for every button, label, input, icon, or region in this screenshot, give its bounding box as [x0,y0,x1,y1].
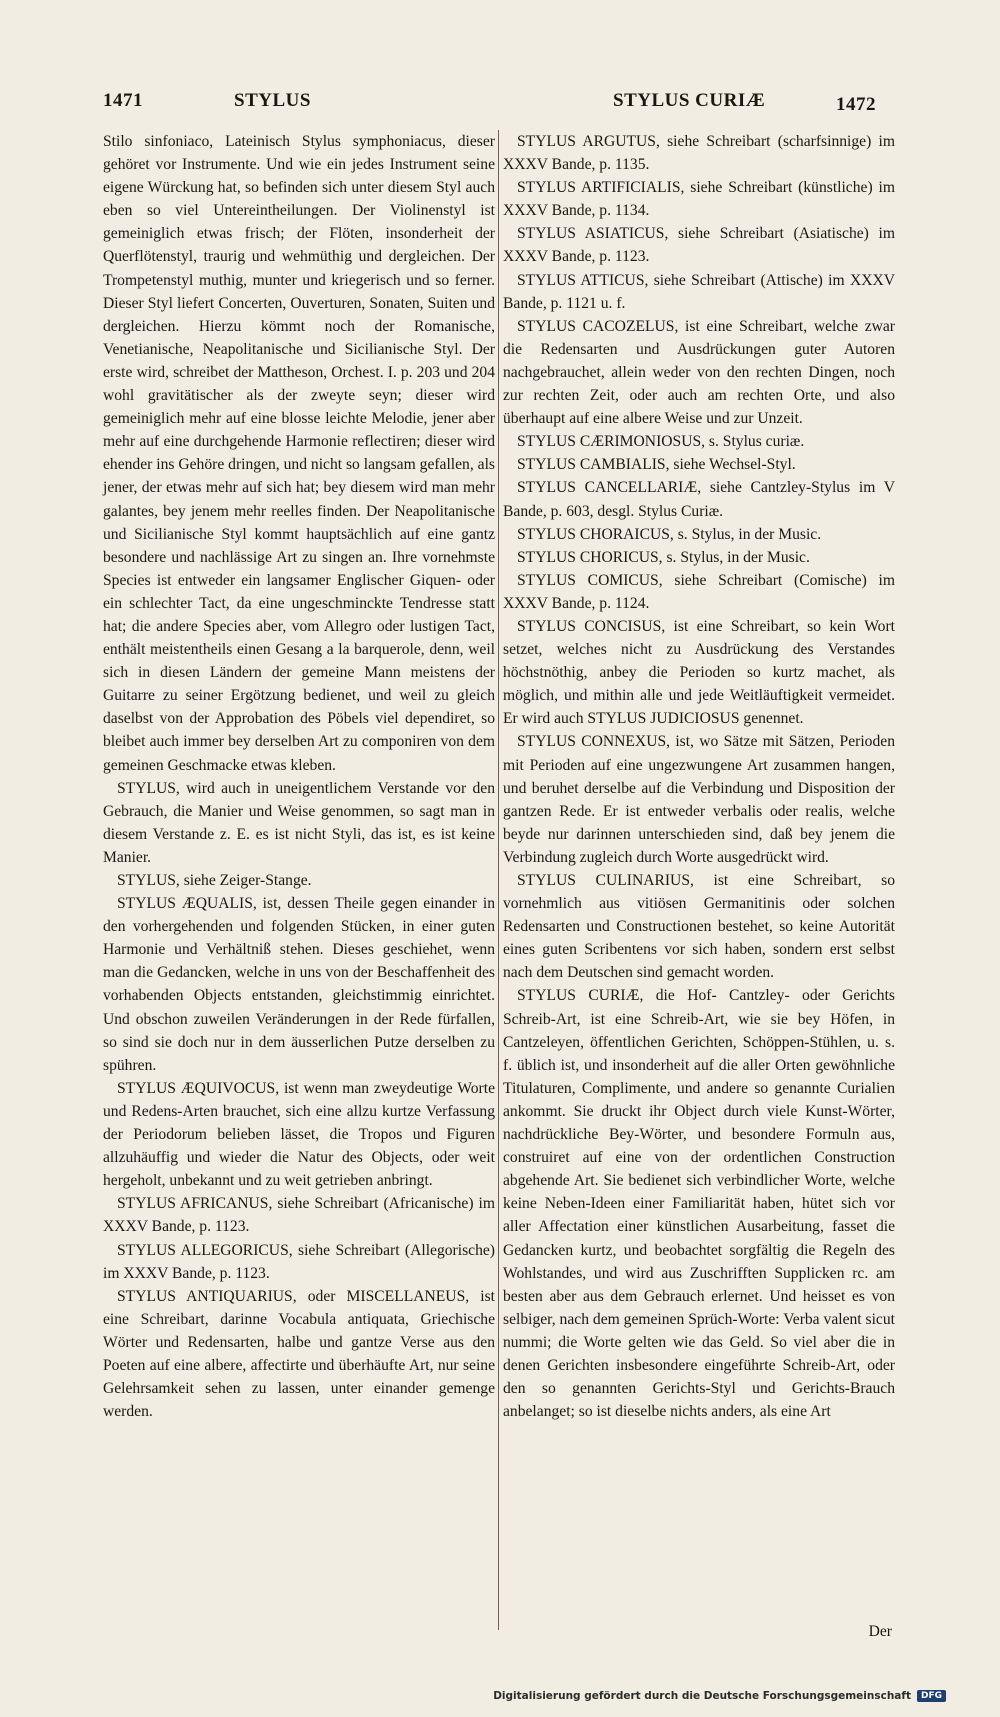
entry: STYLUS ASIATICUS, siehe Schreibart (Asiatische) im XXXV Bande, p. 1123. [503,225,895,266]
entry: STYLUS ÆQUIVOCUS, ist wenn man zweydeutige Worte und Redens-Arten brauchet, sich eine allzu kurtze Verfassung der Periodorum belieben lässet, die Tropos und Figuren allzuhäuffig und wieder die Natur des Objects, oder weit hergeholt, unbekannt und zu weit getrieben anbringt. [103,1079,495,1190]
entry: STYLUS CURIÆ, die Hof- Cantzley- oder Gerichts Schreib-Art, ist eine Schreib-Art, wie sie bey Höfen, in Cantzeleyen, öffentlichen Gerichten, Schöppen-Stühlen, u. s. f. üblich ist, und insonderheit auf die aller Orten gewöhnliche Titulaturen, Complimente, und andere so genannte Curialien ankommt. Sie druckt ihr Object durch viele Kunst-Wörter, nachdrückliche Bey-Wörter, und besondere Formuln aus, construiret auf eine von der ordentlichen Construction abgehende Art. Sie bedienet sich verbindlicher Worte, welche keine Neben-Ideen einer Familiarität haben, hütet sich vor aller Affectation einer künstlichen Ausarbeitung, fasset die Gedancken kurtz, und beobachtet sorgfältig die Regeln des Wohlstandes, und wird aus Zuschrifften Supplicken rc. am besten aber aus dem Gebrauch erlernet. Und heisset es von selbiger, nach dem gemeinen Sprüch-Worte: Verba valent sicut nummi; die Worte gelten wie das Geld. So viel aber die in denen Gerichten insbesondere eingeführte Schreib-Art, oder den so genannten Gerichts-Styl und Gerichts-Brauch anbelanget; so ist dieselbe nichts anders, als eine Art [503,987,895,1421]
entry: STYLUS CULINARIUS, ist eine Schreibart, so vornehmlich aus vitiösen Germanitinis oder solchen Redensarten und Constructionen bestehet, so keine Autorität eines guten Scribentens vor sich haben, sondern erst selbst nach dem Deutschen sind gemacht worden. [503,872,895,982]
entry: STYLUS CÆRIMONIOSUS, s. Stylus curiæ. [517,433,805,451]
right-running-title: STYLUS CURIÆ [613,90,766,111]
right-page-number: 1472 [836,94,876,115]
entry: STYLUS CHORICUS, s. Stylus, in der Music. [517,548,810,566]
left-column [103,130,495,1423]
entry: STYLUS CACOZELUS, ist eine Schreibart, welche zwar die Redensarten und Ausdrückungen guter Autoren nachgebrauchet, allein weder von den rechten Dingen, noch zur rechten Zeit, oder auch am rechten Orte, und also überhaupt auf eine albere Weise und zur Unzeit. [503,317,895,428]
entry: STYLUS ARTIFICIALIS, siehe Schreibart (künstliche) im XXXV Bande, p. 1134. [503,179,895,220]
entry: Stilo sinfoniaco, Lateinisch Stylus symphoniacus, dieser gehöret vor Instrumente. Und wie ein jedes Instrument seine eigene Würckung hat, so befinden sich unter diesem Styl auch eben so viel Untereintheilungen. Der Violinenstyl ist gemeiniglich etwas frisch; der Flöten, insonderheit der Querflötenstyl, traurig und wehmüthig und dergleichen. Der Trompetenstyl muthig, munter und kriegerisch und so ferner. Dieser Styl liefert Concerten, Ouverturen, Sonaten, Suiten und dergleichen. Hierzu kömmt noch der Romanische, Venetianische, Neapolitanische und Sicilianische Styl. Der erste wird, schreibet der Mattheson, Orchest. I. p. 203 und 204 wohl gravitätischer als der zweyte seyn; dieser wird gemeiniglich mehr auf eine blosse leichte Melodie, jener aber mehr auf eine durchgehende Harmonie reflectiren; dieser wird ehender ins Gehöre dringen, und nicht so langsam gefallen, als jener, der etwas mehr auf sich hat; bey diesem wird man mehr galantes, bey jenem mehr reelles finden. Der Neapolitanische und Sicilianische Styl kommt hauptsächlich auf eine gantz besondere und nachlässige Art zu singen an. Ihre vornehmste Species ist entweder ein langsamer Englischer Giquen- oder ein schlechter Tact, da eine ungeschminckte Tendresse statt hat; die andere Species aber, vom Allegro oder lustigen Tact, enthält meistentheils einen Gesang a la barquerole, denn, weil sich in diesen Ländern der gemeine Mann meistens der Guitarre zu seiner Ergötzung bedienet, und weil zu gleich daselbst von der Approbation des Pöbels viel dependiret, so bleibet auch immer bey derselben Art zu componiren von dem gemeinen Geschmacke etwas kleben. [103,133,495,774]
entry: STYLUS CHORAICUS, s. Stylus, in der Music. [517,525,822,543]
entry: STYLUS CONCISUS, ist eine Schreibart, so kein Wort setzet, welches nicht zu Ausdrückung des Verstandes höchstnöthig, anbey die Perioden so kurtz machet, als möglich, und mithin alle und jede Weitläuftigkeit vermeidet. Er wird auch STYLUS JUDICIOSUS genennet. [503,617,895,728]
left-page-number: 1471 [103,90,143,111]
entry: STYLUS ARGUTUS, siehe Schreibart (scharfsinnige) im XXXV Bande, p. 1135. [503,133,895,174]
entry: STYLUS CONNEXUS, ist, wo Sätze mit Sätzen, Perioden mit Perioden auf eine ungezwungene Art zusammen hangen, und beruhet derselbe auf die Verbindung und Disposition der gantzen Rede. Er ist entweder verbalis oder realis, welche beyde nur darinnen unterschieden sind, daß bey jenem die Verbindung zugleich durch Worte ausgedrückt wird. [503,733,895,866]
entry: STYLUS CAMBIALIS, siehe Wechsel-Styl. [517,456,796,474]
entry: STYLUS ALLEGORICUS, siehe Schreibart (Allegorische) im XXXV Bande, p. 1123. [103,1241,495,1282]
entry: STYLUS AFRICANUS, siehe Schreibart (Africanische) im XXXV Bande, p. 1123. [103,1195,495,1236]
footer [493,1690,946,1702]
entry: STYLUS ÆQUALIS, ist, dessen Theile gegen einander in den vorhergehenden und folgenden Stücken, in einer guten Harmonie und Verhältniß stehen. Dieses geschiehet, wenn man die Gedancken, welche in uns von der Beschaffenheit des vorhabenden Objects entstanden, gleichstimmig einrichtet. Und obschon zuweilen Veränderungen in der Rede fürfallen, so sind sie doch nur in dem äusserlichen Putze derselben zu spühren. [103,895,495,1074]
dfg-logo: DFG [917,1690,946,1702]
column-divider [498,130,499,1630]
catchword: Der [868,1623,892,1640]
entry: STYLUS, siehe Zeiger-Stange. [117,872,312,889]
right-column [503,130,895,1423]
entry: STYLUS CANCELLARIÆ, siehe Cantzley-Stylus im V Bande, p. 603, desgl. Stylus Curiæ. [503,479,895,520]
footer-credit: Digitalisierung gefördert durch die Deutsche Forschungsgemeinschaft [493,1690,911,1702]
entry: STYLUS, wird auch in uneigentlichem Verstande vor den Gebrauch, die Manier und Weise genommen, so sagt man in diesem Verstande z. E. es ist nicht Styli, das ist, es ist keine Manier. [103,779,495,866]
entry: STYLUS ATTICUS, siehe Schreibart (Attische) im XXXV Bande, p. 1121 u. f. [503,271,895,312]
entry: STYLUS COMICUS, siehe Schreibart (Comische) im XXXV Bande, p. 1124. [503,571,895,612]
entry: STYLUS ANTIQUARIUS, oder MISCELLANEUS, ist eine Schreibart, darinne Vocabula antiquata, Griechische Wörter und Redensarten, halbe und gantze Verse aus den Poeten auf eine albere, affectirte und überhäufte Art, nur seine Gelehrsamkeit sehen zu lassen, unter einander gemenge werden. [103,1287,495,1421]
left-running-title: STYLUS [234,90,311,111]
